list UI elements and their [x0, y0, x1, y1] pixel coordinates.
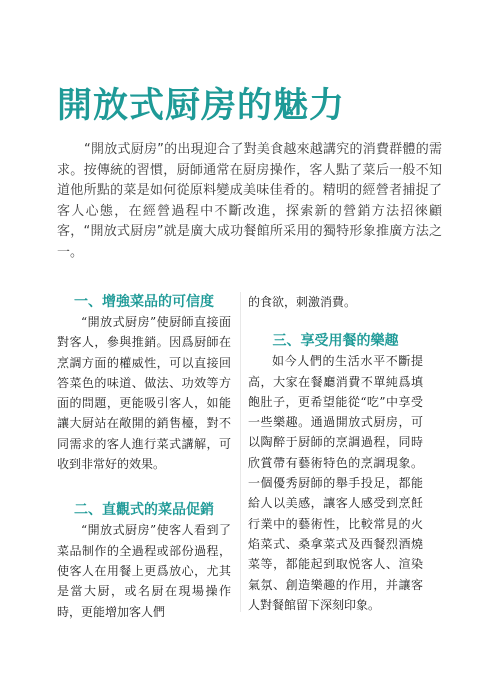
- section-spacer: [57, 474, 231, 500]
- section-2-body: “開放式厨房”使客人看到了菜品制作的全過程或部份過程，使客人在用餐上更爲放心，尤其是當大厨，或名厨在現場操作時，更能增加客人們: [57, 523, 231, 619]
- left-column: [57, 292, 231, 622]
- page-title: 開放式厨房的魅力: [57, 86, 346, 126]
- section-2-continuation: 的食欲，刺激消費。: [248, 295, 357, 309]
- section-1-body: “開放式厨房”使厨師直接面對客人，參與推銷。因爲厨師在烹調方面的權威性，可以直接回答菜色的味道、做法、功效等方面的問題，更能吸引客人，如能讓大厨站在敞開的銷售檯，對不同需求的客人進行菜式講解，可收到非常好的效果。: [57, 315, 231, 472]
- section-2-heading: 二、直觀式的菜品促銷: [74, 502, 214, 519]
- section-3-body: 如今人們的生活水平不斷提高，大家在餐廳消費不單純爲填飽肚子，更希望能從“吃”中享受一些樂趣。通過開放式厨房，可以陶醉于厨師的烹調過程，同時欣賞帶有藝術特色的烹調現象。一個優秀厨師的舉手投足，都能給人以美感，讓客人感受到烹飪行業中的藝術性，比較常見的火焰菜式、桑拿菜式及西餐烈酒燒菜等，都能起到取悦客人、渲染氣氛、創造樂趣的作用，并讓客人對餐館留下深刻印象。: [248, 354, 423, 612]
- column-divider: [240, 292, 241, 612]
- section-spacer: [248, 312, 423, 331]
- section-3-heading: 三、享受用餐的樂趣: [272, 333, 399, 350]
- section-1-heading: 一、增強菜品的可信度: [74, 294, 214, 310]
- intro-paragraph: “開放式厨房”的出現迎合了對美食越來越講究的消費群體的需求。按傳統的習慣，厨師通常在厨房操作，客人點了菜后一般不知道他所點的菜是如何從原料變成美味佳肴的。精明的經營者捕捉了客人心態，在經營過程中不斷改進，探索新的營銷方法招徠顧客，“開放式厨房”就是廣大成功餐館所采用的獨特形象推廣方法之一。: [57, 142, 442, 260]
- right-column: [248, 292, 423, 615]
